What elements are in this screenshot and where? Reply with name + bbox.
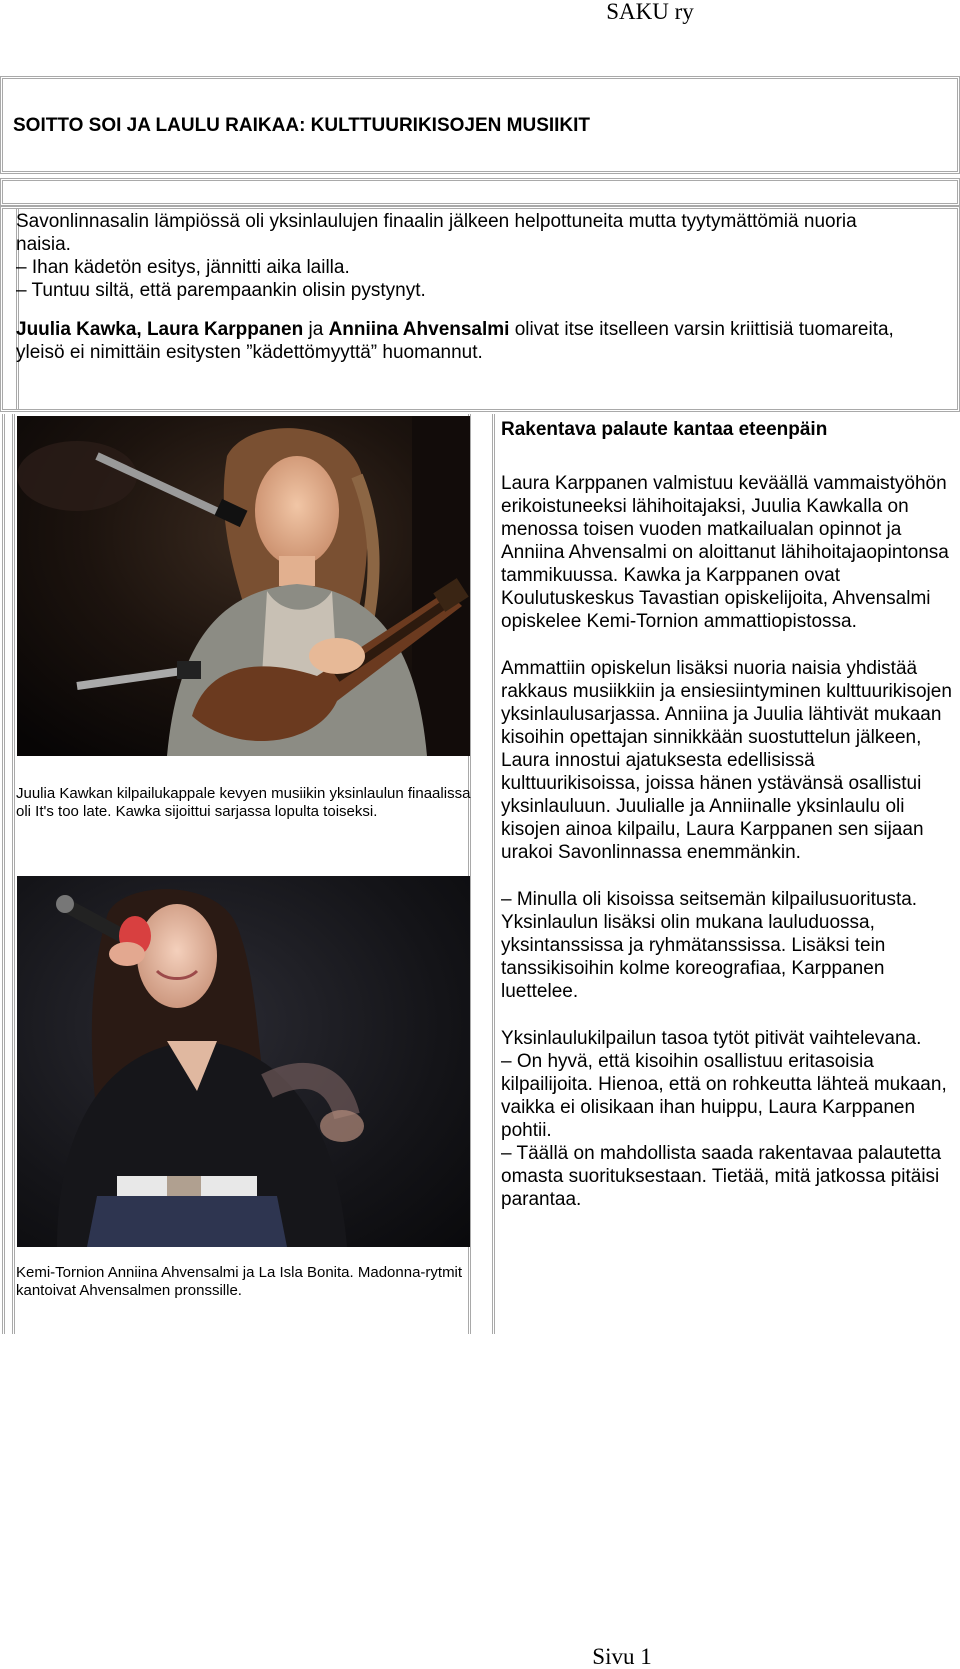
lead-rest: olivat itse itselleen varsin kriittisiä tuomareita, yleisö ei nimittäin esitysten ”kädettömyyttä” huomannut. (16, 319, 894, 363)
intro-quote-line: – Ihan kädetön esitys, jännitti aika lailla. (16, 257, 350, 278)
lead-conjunction: ja (303, 319, 329, 340)
page-number: Sivu 1 (592, 1644, 652, 1669)
lead-name: Anniina Ahvensalmi (328, 319, 510, 340)
photo-caption-1: Juulia Kawkan kilpailukappale kevyen musiikin yksinlaulun finaalissa oli It's too late. Kawka sijoittui sarjassa lopulta toiseksi. (16, 785, 471, 820)
photo-caption-2: Kemi-Tornion Anniina Ahvensalmi ja La Isla Bonita. Madonna-rytmit kantoivat Ahvensalmen pronssille. (16, 1264, 463, 1299)
photo-singer-microphone (17, 876, 470, 1247)
singer-guitar-image (17, 416, 470, 756)
lead-names: Juulia Kawka, Laura Karppanen (16, 319, 304, 340)
body-paragraph: Laura Karppanen valmistuu keväällä vammaistyöhön erikoistuneeksi lähihoitajaksi, Juulia Kawkalla on menossa toisen vuoden matkailualan opinnot ja Anniina Ahvensalmi on aloittanut lähihoitajaopintonsa tammikuussa. Kawka ja Karppanen ovat Koulutuskeskus Tavastian opiskelijoita, Ahvensalmi opiskelee Kemi-Tornion ammattiopistossa. (501, 473, 949, 632)
spacer-frame (0, 178, 960, 206)
article-title: SOITTO SOI JA LAULU RAIKAA: KULTTUURIKISOJEN MUSIIKIT (13, 115, 591, 136)
title-frame (0, 76, 960, 174)
column-rule-middle-right (492, 414, 495, 1334)
article-body (501, 418, 956, 1235)
body-quote-line: – Täällä on mahdollista saada rakentavaa palautetta omasta suorituksestaan. Tietää, mitä jatkossa pitäisi parantaa. (501, 1143, 942, 1210)
singer-microphone-image (17, 876, 470, 1247)
intro-text-block (16, 210, 916, 380)
column-rule-left-inner (12, 414, 15, 1334)
organization-header: SAKU ry (606, 0, 694, 24)
subheading: Rakentava palaute kantaa eteenpäin (501, 419, 828, 440)
lead-paragraph (16, 318, 916, 364)
body-paragraph-last (501, 1027, 956, 1211)
column-rule-left (2, 414, 5, 1334)
intro-paragraph (16, 210, 916, 302)
body-line: Yksinlaulukilpailun tasoa tytöt pitivät vaihtelevana. (501, 1028, 922, 1049)
body-quote-line: – On hyvä, että kisoihin osallistuu eritasoisia kilpailijoita. Hienoa, että on rohkeutta lähteä mukaan, vaikka ei olisikaan ihan huippu, Laura Karppanen pohtii. (501, 1051, 947, 1141)
body-paragraph: Ammattiin opiskelun lisäksi nuoria naisia yhdistää rakkaus musiikkiin ja ensiesiintyminen kulttuurikisojen yksinlaulusarjassa. Anniina ja Juulia lähtivät mukaan kisoihin opettajan sinnikkään suostuttelun jälkeen, Laura innostui ajatuksesta edellisissä kulttuurikisoissa, joissa hänen ystävänsä osallistui yksinlauluun. Juulialle ja Anniinalle yksinlaulu oli kisojen ainoa kilpailu, Laura Karppanen sen sijaan urakoi Savonlinnassa enemmänkin. (501, 658, 952, 863)
body-paragraph: – Minulla oli kisoissa seitsemän kilpailusuoritusta. Yksinlaulun lisäksi olin mukana lauluduossa, yksintanssissa ja ryhmätanssissa. Lisäksi tein tanssikisoihin kolme koreografiaa, Karppanen luettelee. (501, 889, 918, 1002)
photo-singer-guitar (17, 416, 470, 756)
intro-quote-line: – Tuntuu siltä, että parempaankin olisin pystynyt. (16, 280, 426, 301)
intro-line: Savonlinnasalin lämpiössä oli yksinlaulujen finaalin jälkeen helpottuneita mutta tyytymättömiä nuoria naisia. (16, 211, 857, 255)
